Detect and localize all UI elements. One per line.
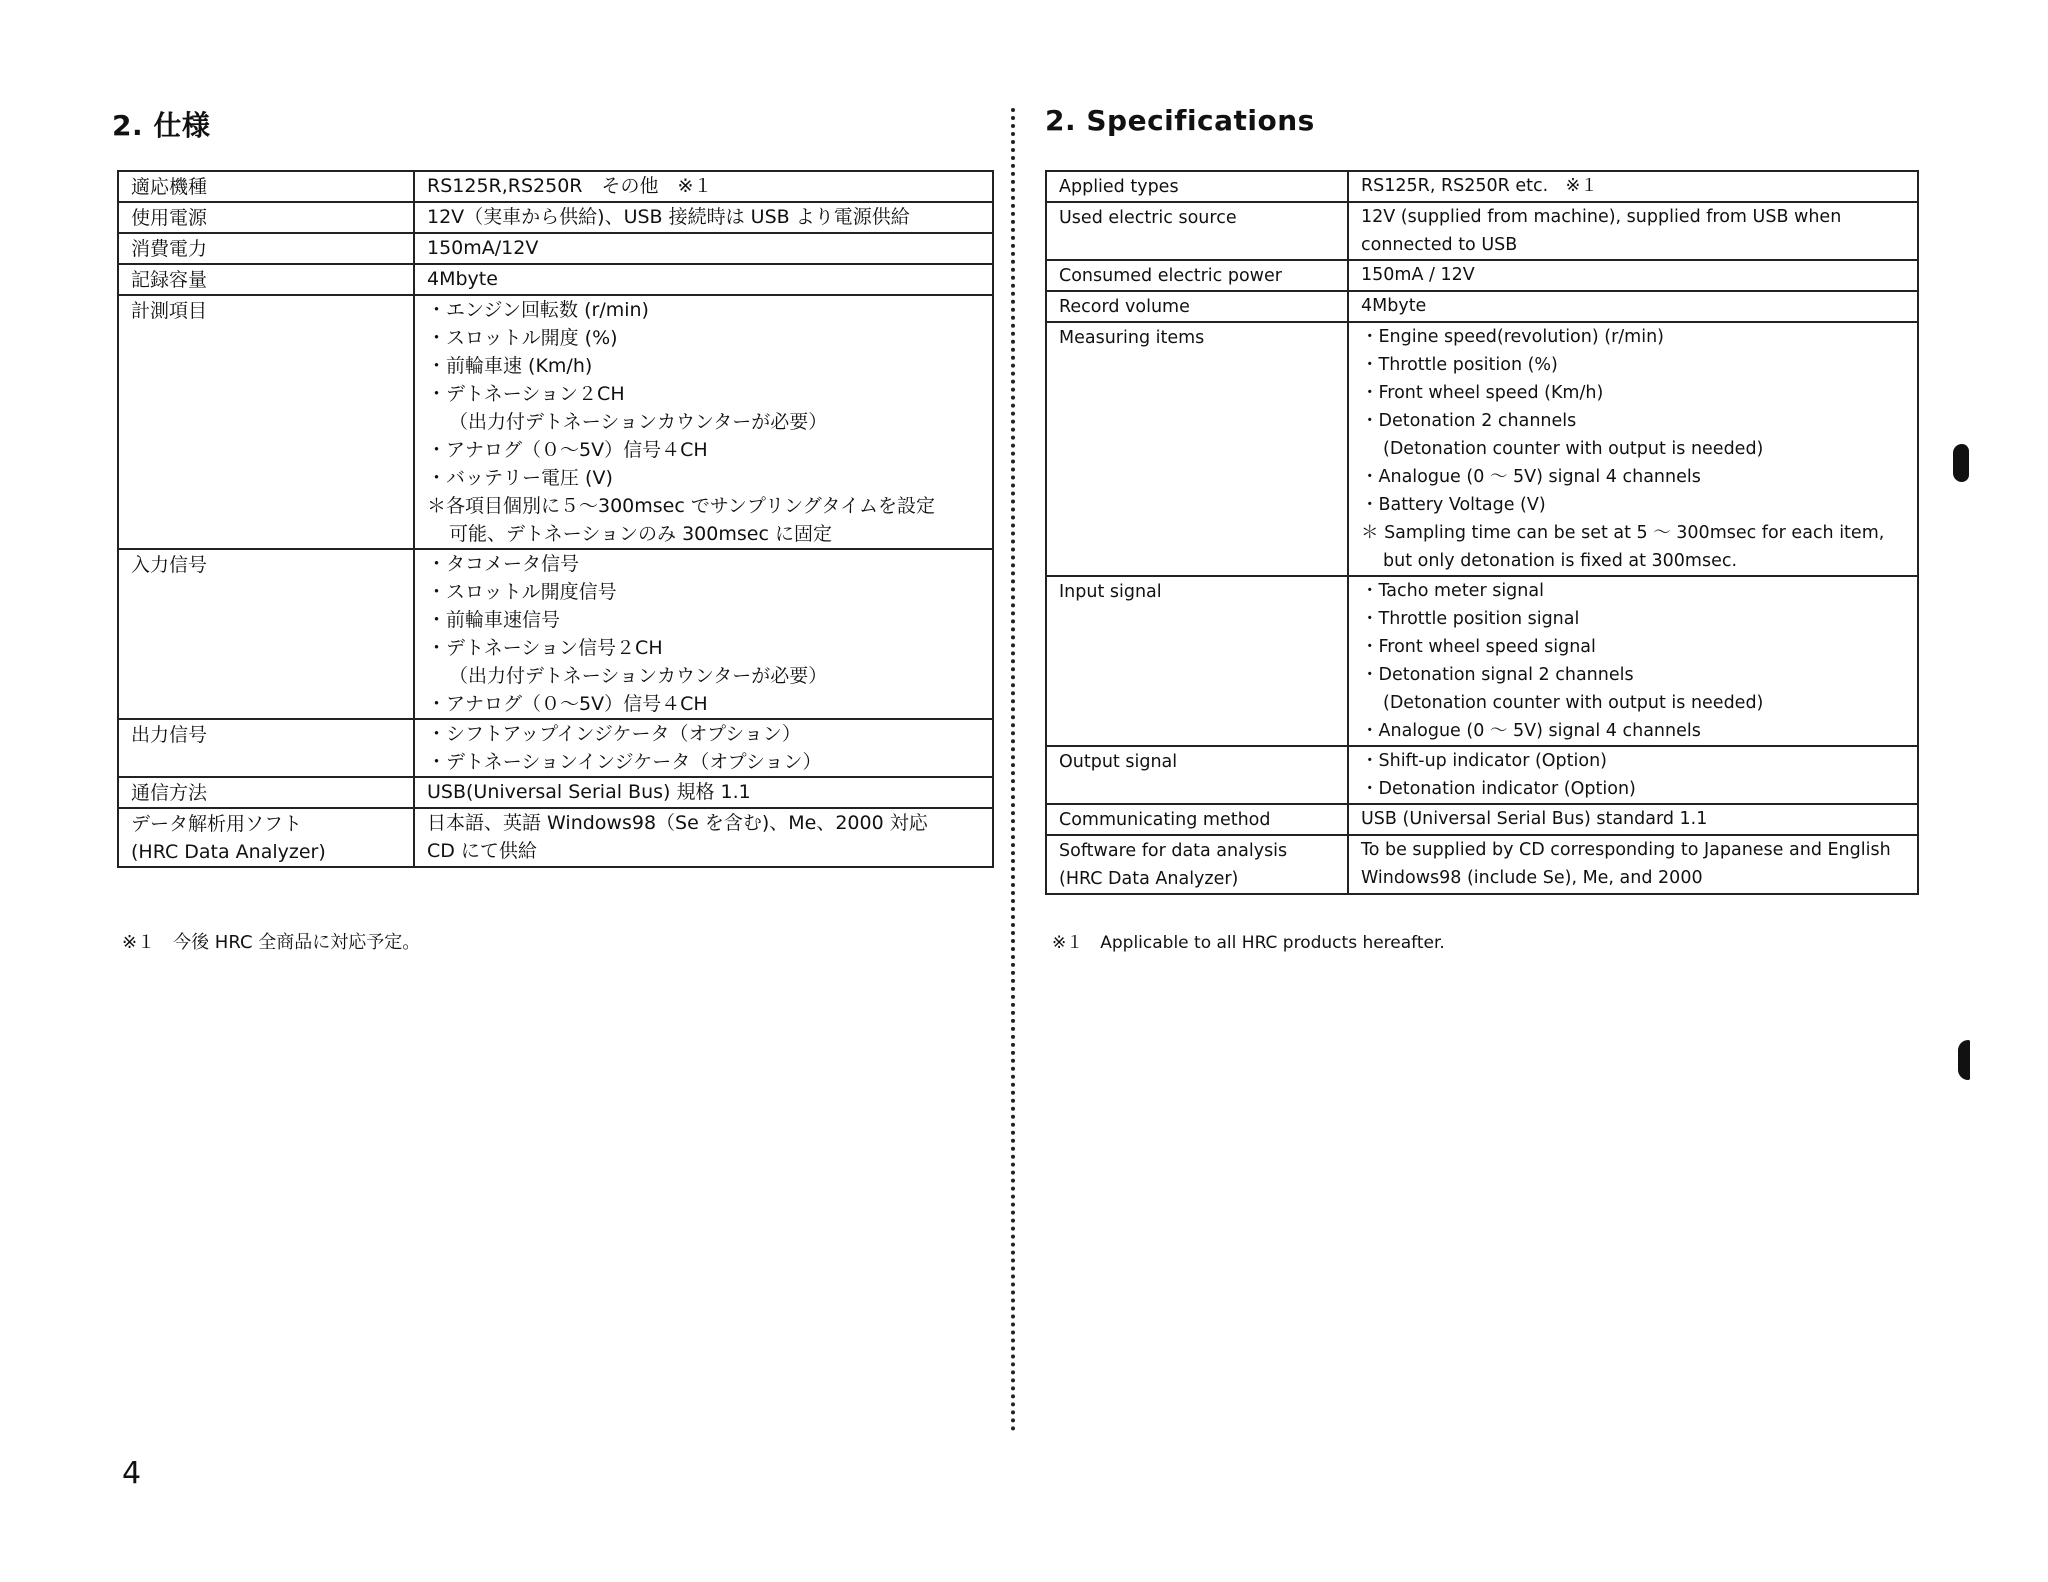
spec-row (1046, 804, 1918, 835)
spec-value-line: ・Analogue (0 ～ 5V) signal 4 channels (1361, 721, 1701, 741)
spec-value-line: USB(Universal Serial Bus) 規格 1.1 (427, 781, 751, 803)
spec-value-line: ・Throttle position (%) (1361, 355, 1558, 375)
spec-label: 出力信号 (131, 724, 208, 746)
spec-value-line: ・バッテリー電圧 (V) (427, 467, 613, 489)
spec-row (1046, 202, 1918, 260)
spec-label: Output signal (1059, 752, 1178, 772)
spec-label-cell (118, 777, 414, 808)
spec-value-cell (414, 202, 993, 233)
spec-value-cell (414, 549, 993, 719)
spec-value-line: ・デトネーション信号２CH (427, 637, 663, 659)
spec-value-line: (Detonation counter with output is needed) (1383, 439, 1764, 459)
spec-value-line: ・スロットル開度 (%) (427, 327, 618, 349)
spec-label-cell (118, 549, 414, 719)
spec-label-cell (118, 808, 414, 867)
spec-label-cell (1046, 260, 1348, 291)
spec-label: (HRC Data Analyzer) (1059, 869, 1239, 889)
spec-label: データ解析用ソフト (131, 813, 303, 835)
spec-value-cell (414, 171, 993, 202)
spec-value-cell (414, 295, 993, 549)
spec-row (1046, 746, 1918, 804)
spec-value-line: 4Mbyte (427, 268, 498, 290)
spec-row (118, 295, 993, 549)
spec-row (118, 719, 993, 777)
spec-row (118, 777, 993, 808)
spec-value-line: ・スロットル開度信号 (427, 581, 617, 603)
spec-value-line: 可能、デトネーションのみ 300msec に固定 (449, 523, 832, 545)
spec-label: Software for data analysis (1059, 841, 1288, 861)
spec-label-cell (1046, 322, 1348, 576)
spec-row (118, 202, 993, 233)
spec-value-line: ・Tacho meter signal (1361, 581, 1544, 601)
spec-table-english (1045, 170, 1919, 895)
spec-value-line: ・Detonation 2 channels (1361, 411, 1577, 431)
spec-value-line: ・Engine speed(revolution) (r/min) (1361, 327, 1664, 347)
spec-value-cell (414, 719, 993, 777)
spec-value-cell (1348, 291, 1918, 322)
spec-label-cell (118, 719, 414, 777)
spec-value-cell (1348, 746, 1918, 804)
spec-value-cell (1348, 202, 1918, 260)
spec-value-line: USB (Universal Serial Bus) standard 1.1 (1361, 809, 1708, 829)
spec-label: 計測項目 (131, 300, 208, 322)
spec-value-line: CD にて供給 (427, 840, 537, 862)
spec-value-line: ・Detonation signal 2 channels (1361, 665, 1634, 685)
spec-value-line: RS125R,RS250R その他 ※１ (427, 175, 713, 197)
spec-label-cell (1046, 746, 1348, 804)
spec-value-line: 150mA/12V (427, 237, 539, 259)
spec-label: Used electric source (1059, 208, 1237, 228)
spec-value-line: 150mA / 12V (1361, 265, 1475, 285)
spec-value-line: ・Battery Voltage (V) (1361, 495, 1546, 515)
spec-value-cell (1348, 260, 1918, 291)
spec-label-cell (118, 171, 414, 202)
spec-value-line: To be supplied by CD corresponding to Japanese and English (1361, 840, 1891, 860)
binding-hole-mark (1953, 444, 1969, 482)
spec-value-cell (414, 233, 993, 264)
spec-label: 入力信号 (131, 554, 208, 576)
spec-value-line: ・Shift-up indicator (Option) (1361, 751, 1608, 771)
spec-label: 適応機種 (131, 176, 208, 198)
spec-value-line: 12V（実車から供給)、USB 接続時は USB より電源供給 (427, 206, 910, 228)
spec-label-cell (1046, 804, 1348, 835)
spec-row (1046, 835, 1918, 894)
spec-value-line: ・Front wheel speed signal (1361, 637, 1596, 657)
spec-label-cell (1046, 171, 1348, 202)
spec-value-cell (1348, 835, 1918, 894)
spec-value-line: ・アナログ（０～5V）信号４CH (427, 693, 708, 715)
spec-value-line: 4Mbyte (1361, 296, 1427, 316)
spec-label-cell (118, 233, 414, 264)
spec-value-line: Windows98 (include Se), Me, and 2000 (1361, 868, 1703, 888)
spec-label-cell (1046, 576, 1348, 746)
spec-value-line: （出力付デトネーションカウンターが必要） (449, 665, 828, 687)
spec-value-cell (414, 777, 993, 808)
spec-value-line: ・デトネーションインジケータ（オプション） (427, 751, 822, 773)
spec-value-line: ＊各項目個別に５～300msec でサンプリングタイムを設定 (427, 495, 935, 517)
spec-value-line: ・Throttle position signal (1361, 609, 1580, 629)
spec-label: 消費電力 (131, 238, 208, 260)
spec-label: Applied types (1059, 177, 1179, 197)
spec-row (1046, 322, 1918, 576)
spec-label-cell (118, 202, 414, 233)
spec-row (118, 549, 993, 719)
spec-value-cell (1348, 576, 1918, 746)
spec-label: Record volume (1059, 297, 1190, 317)
spec-value-line: ・Front wheel speed (Km/h) (1361, 383, 1604, 403)
footnote-japanese: ※１ 今後 HRC 全商品に対応予定。 (122, 932, 421, 953)
spec-label: Consumed electric power (1059, 266, 1282, 286)
spec-value-line: ・タコメータ信号 (427, 553, 580, 575)
spec-value-line: ・エンジン回転数 (r/min) (427, 299, 649, 321)
spec-label: 通信方法 (131, 782, 208, 804)
spec-row (1046, 171, 1918, 202)
spec-label: 使用電源 (131, 207, 208, 229)
spec-label-cell (1046, 291, 1348, 322)
spec-table-japanese (117, 170, 994, 868)
section-heading-japanese: 2. 仕様 (112, 109, 211, 142)
spec-value-line: ・アナログ（０～5V）信号４CH (427, 439, 708, 461)
spec-value-cell (1348, 804, 1918, 835)
spec-row (1046, 576, 1918, 746)
binding-hole-mark (1958, 1040, 1970, 1080)
spec-label-cell (118, 295, 414, 549)
spec-label: Communicating method (1059, 810, 1271, 830)
spec-value-line: ・デトネーション２CH (427, 383, 625, 405)
spec-value-line: ・Detonation indicator (Option) (1361, 779, 1636, 799)
spec-value-line: ＊ Sampling time can be set at 5 ～ 300msec for each item, (1361, 523, 1885, 543)
spec-value-cell (414, 808, 993, 867)
spec-label: 記録容量 (131, 269, 208, 291)
spec-value-line: RS125R, RS250R etc. ※１ (1361, 176, 1598, 196)
spec-label-cell (118, 264, 414, 295)
spec-value-line: （出力付デトネーションカウンターが必要） (449, 411, 828, 433)
column-divider (1011, 108, 1015, 1432)
spec-row (118, 171, 993, 202)
spec-value-line: ・前輪車速 (Km/h) (427, 355, 593, 377)
spec-value-line: ・シフトアップインジケータ（オプション） (427, 723, 801, 745)
spec-row (118, 264, 993, 295)
spec-value-line: connected to USB (1361, 235, 1518, 255)
spec-row (118, 233, 993, 264)
footnote-english: ※１ Applicable to all HRC products hereafter. (1052, 933, 1445, 953)
spec-value-line: but only detonation is fixed at 300msec. (1383, 551, 1738, 571)
spec-value-cell (1348, 171, 1918, 202)
spec-label: (HRC Data Analyzer) (131, 841, 326, 863)
spec-label-cell (1046, 835, 1348, 894)
spec-label: Measuring items (1059, 328, 1205, 348)
spec-value-cell (1348, 322, 1918, 576)
spec-value-line: ・前輪車速信号 (427, 609, 561, 631)
spec-label-cell (1046, 202, 1348, 260)
spec-label: Input signal (1059, 582, 1162, 602)
page-number: 4 (122, 1456, 142, 1491)
spec-row (1046, 291, 1918, 322)
section-heading-english: 2. Specifications (1045, 104, 1315, 137)
spec-value-cell (414, 264, 993, 295)
spec-value-line: 日本語、英語 Windows98（Se を含む)、Me、2000 対応 (427, 812, 928, 834)
spec-row (118, 808, 993, 867)
spec-value-line: ・Analogue (0 ～ 5V) signal 4 channels (1361, 467, 1701, 487)
spec-row (1046, 260, 1918, 291)
spec-value-line: 12V (supplied from machine), supplied from USB when (1361, 207, 1842, 227)
spec-value-line: (Detonation counter with output is needed) (1383, 693, 1764, 713)
